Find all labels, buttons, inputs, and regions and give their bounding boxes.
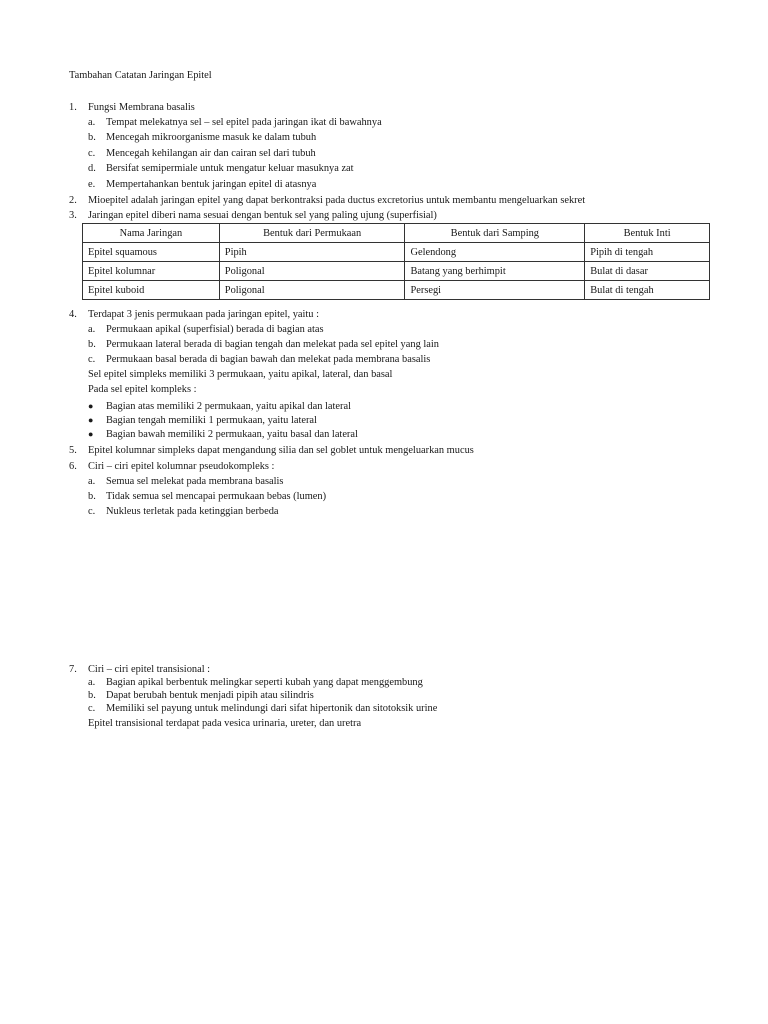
table-cell: Epitel squamous <box>83 243 220 262</box>
table-cell: Epitel kolumnar <box>83 262 220 281</box>
list7-a-label: a. <box>88 677 96 688</box>
item-6-number: 6. <box>69 461 77 472</box>
table-cell: Poligonal <box>219 281 405 300</box>
list4-c-label: c. <box>88 354 96 365</box>
item-3-text: Jaringan epitel diberi nama sesuai dengan bentuk sel yang paling ujung (superfisial) <box>88 210 437 221</box>
table-cell: Persegi <box>405 281 585 300</box>
bullet-text: Bagian tengah memiliki 1 permukaan, yaitu lateral <box>106 415 317 426</box>
bullet-text: Bagian atas memiliki 2 permukaan, yaitu apikal dan lateral <box>106 401 351 412</box>
table-cell: Epitel kuboid <box>83 281 220 300</box>
list6-c-label: c. <box>88 506 96 517</box>
note-kompleks: Pada sel epitel kompleks : <box>88 384 197 395</box>
list6-a-text: Semua sel melekat pada membrana basalis <box>106 476 284 487</box>
item-2-number: 2. <box>69 195 77 206</box>
list1-b-text: Mencegah mikroorganisme masuk ke dalam tubuh <box>106 132 317 143</box>
note-transisional: Epitel transisional terdapat pada vesica urinaria, ureter, dan uretra <box>88 718 362 729</box>
table-row <box>83 243 710 262</box>
document-title: Tambahan Catatan Jaringan Epitel <box>69 70 212 81</box>
list1-c-text: Mencegah kehilangan air dan cairan sel dari tubuh <box>106 148 316 159</box>
bullet-icon: ● <box>88 415 94 425</box>
note-simpleks: Sel epitel simpleks memiliki 3 permukaan, yaitu apikal, lateral, dan basal <box>88 369 393 380</box>
table-cell: Bulat di dasar <box>585 262 710 281</box>
list4-a-label: a. <box>88 324 96 335</box>
bullet-icon: ● <box>88 401 94 411</box>
item-5-number: 5. <box>69 445 77 456</box>
list4-b-text: Permukaan lateral berada di bagian tengah dan melekat pada sel epitel yang lain <box>106 339 439 350</box>
table-cell: Pipih <box>219 243 405 262</box>
list1-b-label: b. <box>88 132 96 143</box>
table-row <box>83 262 710 281</box>
item-2-text: Mioepitel adalah jaringan epitel yang dapat berkontraksi pada ductus excretorius untuk membantu mengeluarkan sekret <box>88 195 586 206</box>
bullet-icon: ● <box>88 429 94 439</box>
list4-a-text: Permukaan apikal (superfisial) berada di bagian atas <box>106 324 324 335</box>
table-header-cell: Bentuk Inti <box>585 224 710 243</box>
list1-c-label: c. <box>88 148 96 159</box>
table-row <box>83 281 710 300</box>
table-header-cell: Bentuk dari Permukaan <box>219 224 405 243</box>
item-6-text: Ciri – ciri epitel kolumnar pseudokompleks : <box>88 461 275 472</box>
list1-a-label: a. <box>88 117 96 128</box>
item-4-text: Terdapat 3 jenis permukaan pada jaringan epitel, yaitu : <box>88 309 319 320</box>
list1-d-label: d. <box>88 163 96 174</box>
table-cell: Poligonal <box>219 262 405 281</box>
item-3-number: 3. <box>69 210 77 221</box>
list1-e-label: e. <box>88 179 96 190</box>
table-header-cell: Nama Jaringan <box>83 224 220 243</box>
table-cell: Batang yang berhimpit <box>405 262 585 281</box>
item-1-number: 1. <box>69 102 77 113</box>
list1-d-text: Bersifat semipermiale untuk mengatur keluar masuknya zat <box>106 163 354 174</box>
list6-b-label: b. <box>88 491 96 502</box>
item-4-number: 4. <box>69 309 77 320</box>
epitel-table <box>82 223 710 300</box>
list7-c-label: c. <box>88 703 96 714</box>
list7-a-text: Bagian apikal berbentuk melingkar seperti kubah yang dapat menggembung <box>106 677 423 688</box>
table-cell: Bulat di tengah <box>585 281 710 300</box>
item-1-text: Fungsi Membrana basalis <box>88 102 195 113</box>
list7-c-text: Memiliki sel payung untuk melindungi dari sifat hipertonik dan sitotoksik urine <box>106 703 438 714</box>
table-header-cell: Bentuk dari Samping <box>405 224 585 243</box>
list7-b-label: b. <box>88 690 96 701</box>
list4-c-text: Permukaan basal berada di bagian bawah dan melekat pada membrana basalis <box>106 354 431 365</box>
list6-b-text: Tidak semua sel mencapai permukaan bebas (lumen) <box>106 491 327 502</box>
table-cell: Pipih di tengah <box>585 243 710 262</box>
list1-e-text: Mempertahankan bentuk jaringan epitel di atasnya <box>106 179 317 190</box>
item-7-number: 7. <box>69 664 77 675</box>
table-cell: Gelendong <box>405 243 585 262</box>
list6-a-label: a. <box>88 476 96 487</box>
list1-a-text: Tempat melekatnya sel – sel epitel pada jaringan ikat di bawahnya <box>106 117 382 128</box>
item-7-text: Ciri – ciri epitel transisional : <box>88 664 211 675</box>
item-5-text: Epitel kolumnar simpleks dapat mengandung silia dan sel goblet untuk mengeluarkan mucus <box>88 445 474 456</box>
bullet-text: Bagian bawah memiliki 2 permukaan, yaitu basal dan lateral <box>106 429 358 440</box>
table-header-row <box>83 224 710 243</box>
list4-b-label: b. <box>88 339 96 350</box>
list7-b-text: Dapat berubah bentuk menjadi pipih atau silindris <box>106 690 314 701</box>
list6-c-text: Nukleus terletak pada ketinggian berbeda <box>106 506 279 517</box>
